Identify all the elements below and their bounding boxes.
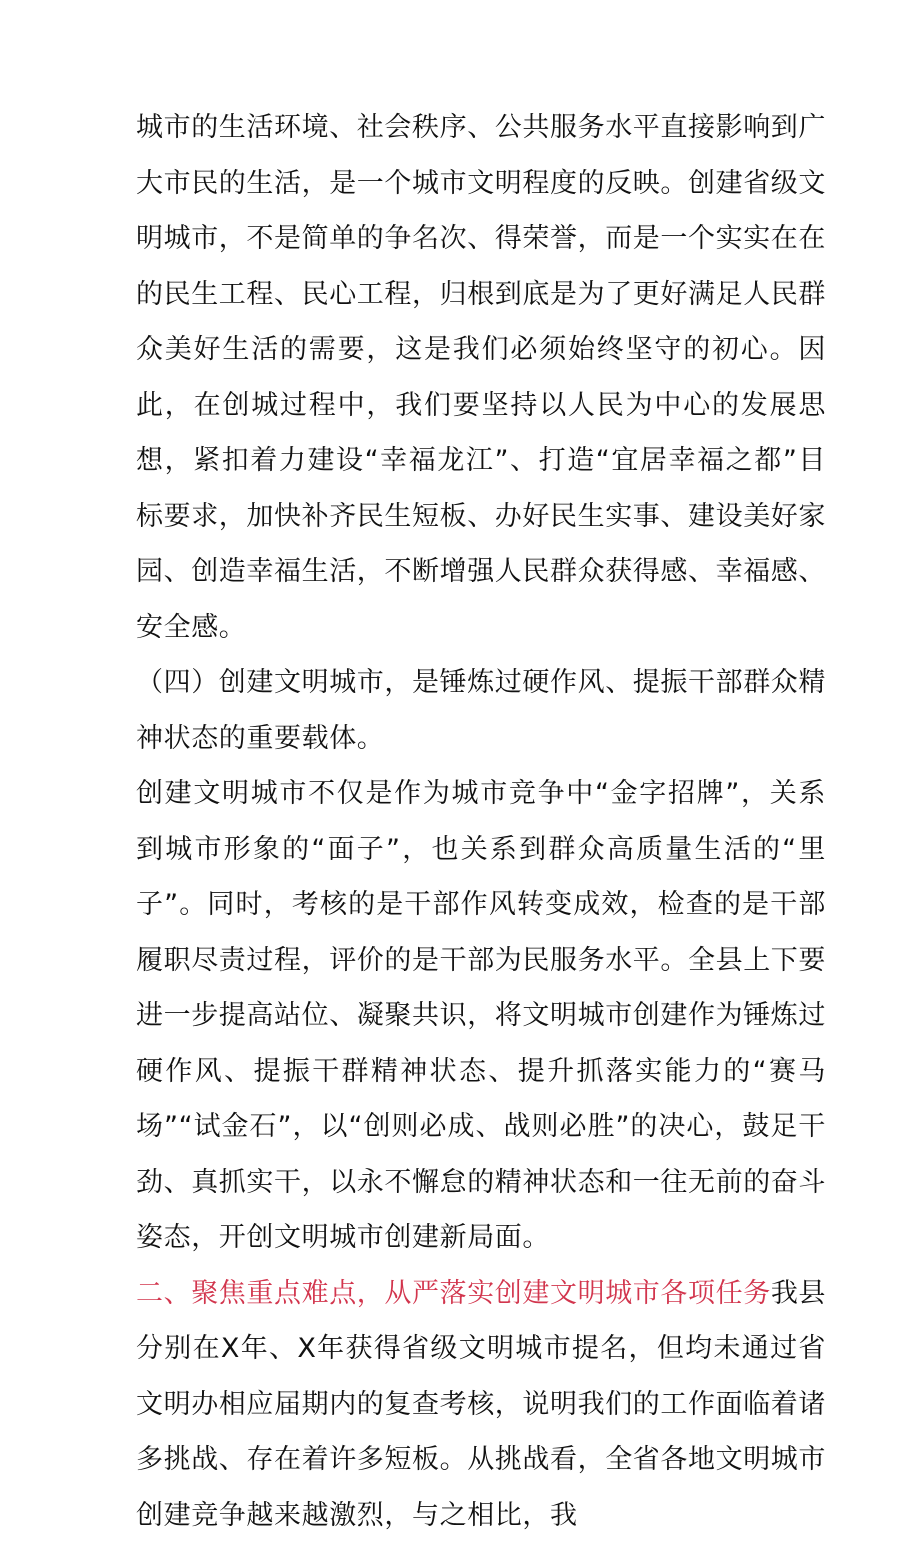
paragraph-livelihood: 城市的生活环境、社会秩序、公共服务水平直接影响到广大市民的生活，是一个城市文明程度的反映。创建省级文明城市，不是简单的争名次、得荣誉，而是一个实实在在的民生工程、民心工程，归根到底是为了更好满足人民群众美好生活的需要，这是我们必须始终坚守的初心。因此，在创城过程中，我们要坚持以人民为中心的发展思想，紧扣着力建设“幸福龙江”、打造“宜居幸福之都”目标要求，加快补齐民生短板、办好民生实事、建设美好家园、创造幸福生活，不断增强人民群众获得感、幸福感、安全感。: [136, 100, 826, 655]
section-two-heading: 二、聚焦重点难点，从严落实创建文明城市各项任务: [136, 1278, 771, 1309]
section-two-body: 我县分别在X年、X年获得省级文明城市提名，但均未通过省文明办相应届期内的复查考核，说明我们的工作面临着诸多挑战、存在着许多短板。从挑战看，全省各地文明城市创建竞争越来越激烈，与之相比，我: [136, 1278, 826, 1531]
document-body: [136, 100, 826, 1543]
paragraph-section-four: （四）创建文明城市，是锤炼过硬作风、提振干部群众精神状态的重要载体。: [136, 655, 826, 766]
paragraph-city-competition: 创建文明城市不仅是作为城市竞争中“金字招牌”，关系到城市形象的“面子”，也关系到群众高质量生活的“里子”。同时，考核的是干部作风转变成效，检查的是干部履职尽责过程，评价的是干部为民服务水平。全县上下要进一步提高站位、凝聚共识，将文明城市创建作为锤炼过硬作风、提振干群精神状态、提升抓落实能力的“赛马场”“试金石”，以“创则必成、战则必胜”的决心，鼓足干劲、真抓实干，以永不懈怠的精神状态和一往无前的奋斗姿态，开创文明城市创建新局面。: [136, 766, 826, 1266]
paragraph-section-two: [136, 1266, 826, 1543]
